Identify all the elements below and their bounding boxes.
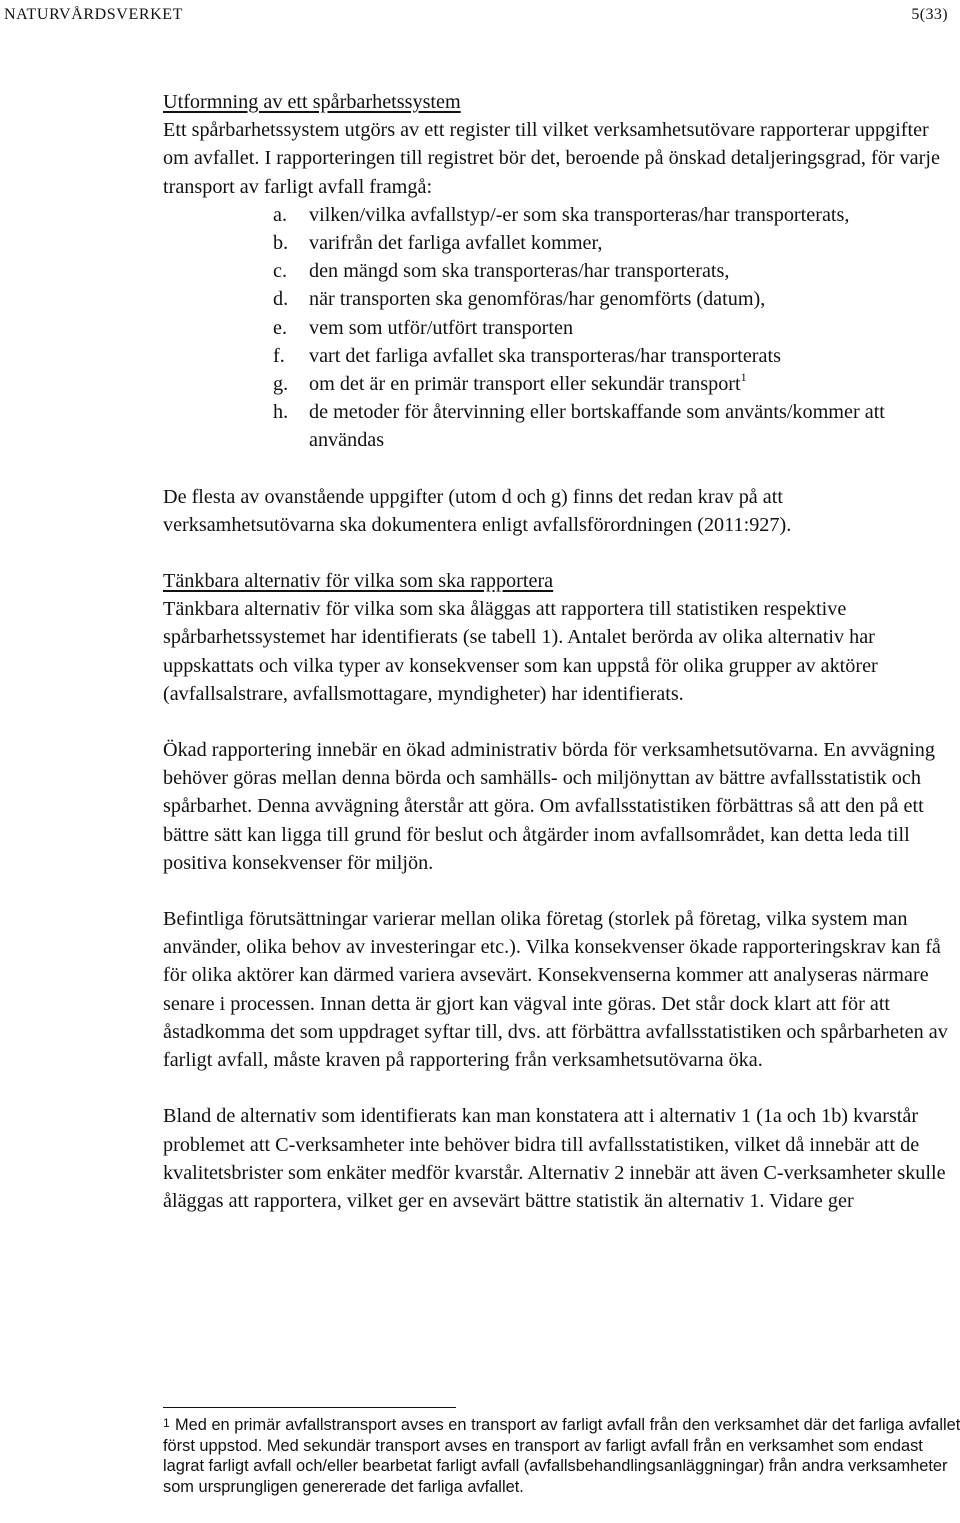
list-item-label: d. (273, 288, 289, 311)
list-item (163, 314, 959, 342)
list-item-label: h. (273, 401, 289, 424)
list-item-label: f. (273, 344, 285, 367)
paragraph: Bland de alternativ som identifierats kan man konstatera att i alternativ 1 (1a och 1b) kvarstår problemet att C-verksamheter inte behöver bidra till avfallsstatistiken, vilket då innebär att de kvalitetsbrister som enkäter medför kvarstår. Alternativ 2 innebär att även C-verksamheter skulle åläggas att rapportera, vilket ger en avsevärt bättre statistik än alternativ 1. Vidare ger (163, 1105, 946, 1212)
footnote (163, 1415, 960, 1497)
report-items-list (163, 201, 959, 455)
section-heading-alternatives: Tänkbara alternativ för vilka som ska rapportera (163, 570, 554, 593)
page-number: 5(33) (911, 6, 948, 23)
list-item-text: vart det farliga avfallet ska transporteras/har transporterats (309, 344, 781, 367)
footnote-text: Med en primär avfallstransport avses en transport av farligt avfall från den verksamhet där det farliga avfallet först uppstod. Med sekundär transport avses en transport av farligt avfall från en verksamhet som endast lagrat farligt avfall och/eller bearbetat farligt avfall (avfallsbehandlingsanläggningar) från andra verksamheter som ursprungligen genererade det farliga avfallet. (163, 1416, 960, 1496)
list-item (163, 201, 959, 229)
list-item (163, 342, 959, 370)
paragraph-intro: Ett spårbarhetssystem utgörs av ett register till vilket verksamhetsutövare rapporterar uppgifter om avfallet. I rapporteringen till registret bör det, beroende på önskad detaljeringsgrad, för varje transport av farligt avfall framgå: (163, 119, 940, 198)
list-item (163, 370, 959, 398)
list-item (163, 229, 959, 257)
list-item-text: vem som utför/utfört transporten (309, 316, 574, 339)
document-body (163, 88, 959, 1215)
list-item-text: de metoder för återvinning eller bortskaffande som använts/kommer att användas (309, 401, 885, 452)
page-header (4, 6, 948, 30)
list-item-text: när transporten ska genomföras/har genomförts (datum), (309, 288, 766, 311)
footnote-marker: 1 (163, 1416, 170, 1430)
paragraph: Ökad rapportering innebär en ökad administrativ börda för verksamhetsutövarna. En avvägning behöver göras mellan denna börda och samhälls- och miljönyttan av bättre avfallsstatistik och spårbarhet. Denna avvägning återstår att göra. Om avfallsstatistiken förbättras så att den på ett bättre sätt kan ligga till grund för beslut och åtgärder inom avfallsområdet, kan detta leda till positiva konsekvenser för miljön. (163, 739, 935, 874)
paragraph: Befintliga förutsättningar varierar mellan olika företag (storlek på företag, vilka system man använder, olika behov av investeringar etc.). Vilka konsekvenser ökade rapporteringskrav kan få för olika aktörer kan därmed variera avsevärt. Konsekvenserna kommer att analyseras närmare senare i processen. Innan detta är gjort kan vägval inte göras. Det står dock klart att för att åstadkomma det som uppdraget syftar till, dvs. att förbättra avfallsstatistiken och spårbarheten av farligt avfall, måste kraven på rapportering från verksamhetsutövarna öka. (163, 908, 948, 1072)
list-item-label: c. (273, 260, 288, 283)
list-item-text: vilken/vilka avfallstyp/-er som ska transporteras/har transporterats, (309, 203, 850, 226)
list-item-label: b. (273, 232, 289, 255)
footnote-divider (163, 1407, 456, 1408)
paragraph: Tänkbara alternativ för vilka som ska åläggas att rapportera till statistiken respektive spårbarhetssystemet har identifierats (se tabell 1). Antalet berörda av olika alternativ har uppskattats och vilka typer av konsekvenser som kan uppstå för olika grupper av aktörer (avfallsalstrare, avfallsmottagare, myndigheter) har identifierats. (163, 598, 878, 705)
list-item-text: den mängd som ska transporteras/har transporterats, (309, 260, 730, 283)
list-item (163, 257, 959, 285)
footnote-reference: 1 (740, 370, 747, 385)
paragraph-existing-requirements: De flesta av ovanstående uppgifter (utom d och g) finns det redan krav på att verksamhetsutövarna ska dokumentera enligt avfallsförordningen (2011:927). (163, 485, 792, 536)
list-item-label: e. (273, 316, 288, 339)
list-item-label: g. (273, 373, 289, 396)
list-item (163, 285, 959, 313)
section-heading-traceability: Utformning av ett spårbarhetssystem (163, 91, 461, 113)
list-item-label: a. (273, 203, 288, 226)
organization-name: NATURVÅRDSVERKET (4, 6, 183, 23)
list-item (163, 398, 959, 454)
list-item-text: varifrån det farliga avfallet kommer, (309, 232, 603, 255)
list-item-text: om det är en primär transport eller sekundär transport (309, 373, 741, 396)
